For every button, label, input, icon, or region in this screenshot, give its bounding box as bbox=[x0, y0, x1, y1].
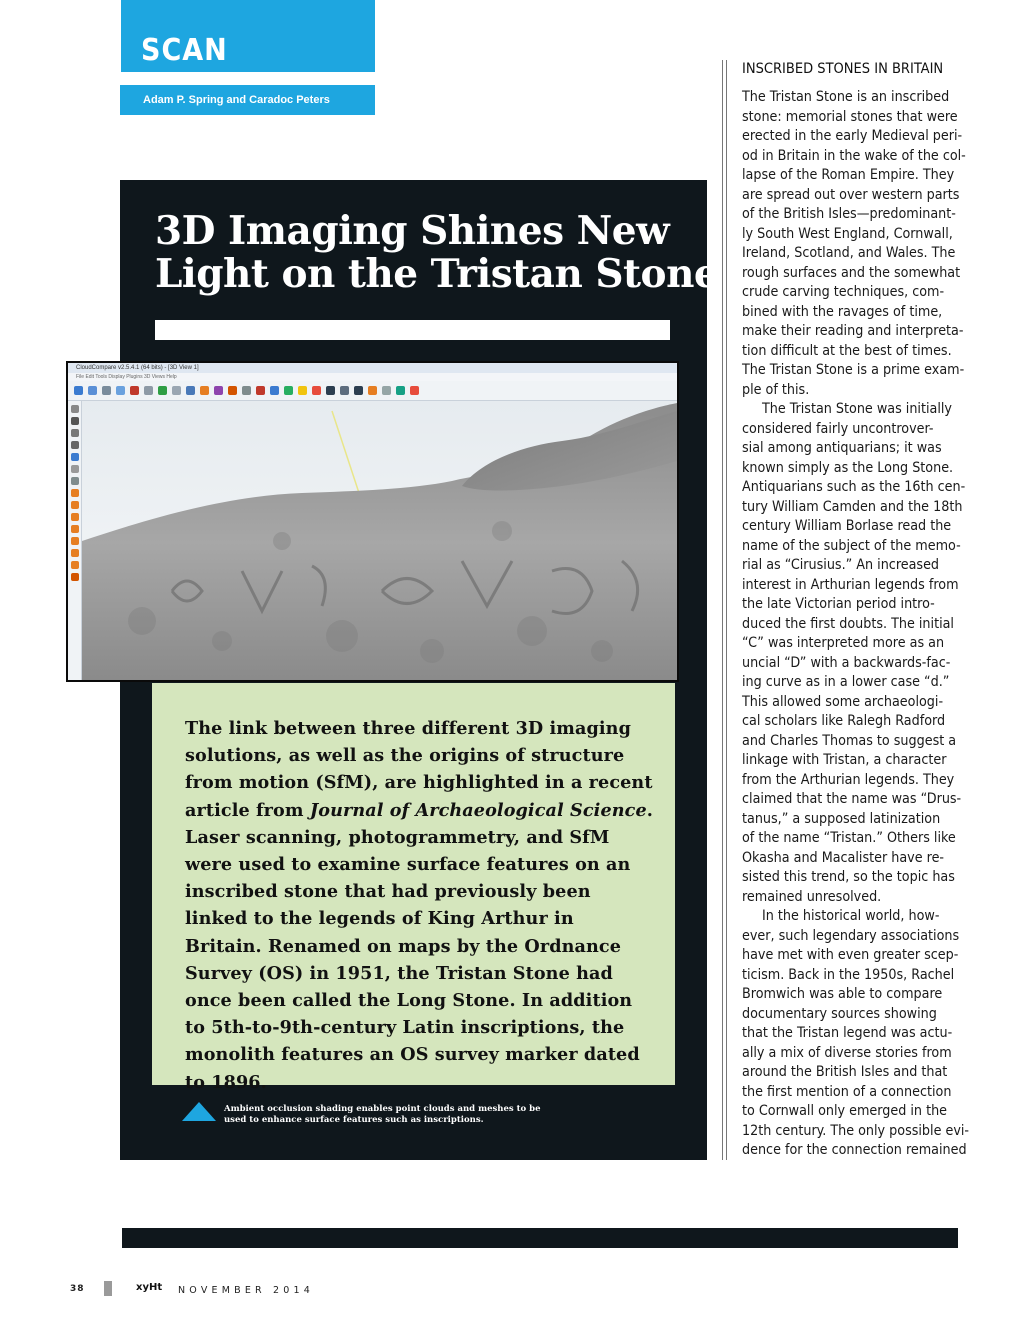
caption-line-1: Ambient occlusion shading enables point clouds and meshes to be bbox=[224, 1104, 541, 1114]
side-tool-icon bbox=[71, 453, 79, 461]
toolbar-icon bbox=[382, 386, 391, 395]
sidebar-line: uncial “D” with a backwards-fac- bbox=[742, 654, 951, 671]
sidebar-line: The Tristan Stone is an inscribed bbox=[742, 89, 950, 105]
sidebar-line: Antiquarians such as the 16th cen- bbox=[742, 479, 966, 495]
byline-bar bbox=[120, 85, 375, 115]
column-divider bbox=[726, 60, 727, 1160]
screenshot-side-toolbar bbox=[68, 401, 82, 681]
side-tool-icon bbox=[71, 429, 79, 437]
sidebar-line: the first mention of a connection bbox=[742, 1083, 952, 1100]
column-divider bbox=[722, 60, 723, 1160]
toolbar-icon bbox=[158, 386, 167, 395]
figure-caption bbox=[224, 1104, 564, 1126]
screenshot-title: CloudCompare v2.5.4.1 (64 bits) - [3D View 1] bbox=[76, 365, 199, 371]
sidebar-line: around the British Isles and that bbox=[742, 1064, 948, 1080]
abstract-text bbox=[185, 715, 655, 1096]
sidebar-line: tanus,” a supposed latinization bbox=[742, 810, 941, 827]
sidebar-line: make their reading and interpreta- bbox=[742, 323, 964, 339]
side-tool-icon bbox=[71, 477, 79, 485]
sidebar-line: od in Britain in the wake of the col- bbox=[742, 147, 966, 164]
sidebar-line: considered fairly uncontrover- bbox=[742, 420, 934, 437]
side-tool-icon bbox=[71, 501, 79, 509]
toolbar-icon bbox=[242, 386, 251, 395]
sidebar-line: tion difficult at the best of times. bbox=[742, 342, 952, 359]
sidebar-line: known simply as the Long Stone. bbox=[742, 459, 954, 476]
sidebar-line: ally a mix of diverse stories from bbox=[742, 1044, 952, 1061]
sidebar-line: erected in the early Medieval peri- bbox=[742, 128, 963, 144]
toolbar-icon bbox=[228, 386, 237, 395]
abstract-part-2: . Laser scanning, photogrammetry, and SfM were used to examine surface features on an inscribed stone that had previously been linked to the legends of King Arthur in Britain. Renamed on maps by the Ordnance Survey (OS) in 1951, the Tristan Stone had once been called the Long Stone. In addition to 5th-to-9th-century Latin inscriptions, the monolith features an OS survey marker dated to 1896. bbox=[185, 799, 653, 1093]
sidebar-line: The Tristan Stone was initially bbox=[762, 401, 952, 417]
screenshot-menubar bbox=[68, 373, 677, 381]
sidebar-line: from the Arthurian legends. They bbox=[742, 771, 955, 788]
toolbar-icon bbox=[186, 386, 195, 395]
side-tool-icon bbox=[71, 525, 79, 533]
sidebar-line: name of the subject of the memo- bbox=[742, 537, 961, 554]
sidebar-line: of the name “Tristan.” Others like bbox=[742, 830, 956, 846]
cloudcompare-screenshot bbox=[66, 361, 679, 682]
headline-line-2: Light on the Tristan Stone bbox=[155, 251, 719, 297]
sidebar-line: documentary sources showing bbox=[742, 1005, 937, 1022]
journal-title: Journal of Archaeological Science bbox=[309, 799, 647, 821]
toolbar-icon bbox=[88, 386, 97, 395]
side-tool-icon bbox=[71, 465, 79, 473]
headline-rule bbox=[155, 320, 670, 340]
sidebar-line: to Cornwall only emerged in the bbox=[742, 1103, 948, 1119]
sidebar-line: century William Borlase read the bbox=[742, 518, 952, 534]
sidebar-line: In the historical world, how- bbox=[762, 908, 940, 924]
footer-bar bbox=[122, 1228, 958, 1248]
sidebar-line: and Charles Thomas to suggest a bbox=[742, 732, 957, 749]
toolbar-icon bbox=[270, 386, 279, 395]
sidebar-line: rough surfaces and the somewhat bbox=[742, 264, 961, 281]
footer-divider-block bbox=[104, 1281, 112, 1296]
sidebar-line: stone: memorial stones that were bbox=[742, 108, 958, 125]
screenshot-menu: File Edit Tools Display Plugins 3D Views Help bbox=[76, 374, 177, 380]
abstract-box bbox=[152, 683, 675, 1093]
caption-triangle-icon bbox=[182, 1102, 216, 1121]
toolbar-icon bbox=[256, 386, 265, 395]
toolbar-icon bbox=[354, 386, 363, 395]
sidebar-line: are spread out over western parts bbox=[742, 186, 960, 203]
sidebar-line: of the British Isles—predominant- bbox=[742, 206, 956, 222]
sidebar-line: tury William Camden and the 18th bbox=[742, 498, 963, 515]
section-tab bbox=[121, 0, 375, 72]
side-tool-icon bbox=[71, 489, 79, 497]
sidebar-line: ing curve as in a lower case “d.” bbox=[742, 674, 950, 690]
sidebar-line: ly South West England, Cornwall, bbox=[742, 225, 953, 242]
sidebar-line: ever, such legendary associations bbox=[742, 927, 960, 944]
side-tool-icon bbox=[71, 549, 79, 557]
toolbar-icon bbox=[74, 386, 83, 395]
toolbar-icon bbox=[326, 386, 335, 395]
side-tool-icon bbox=[71, 573, 79, 581]
byline: Adam P. Spring and Caradoc Peters bbox=[143, 94, 330, 106]
section-label: SCAN bbox=[141, 33, 228, 68]
sidebar-line: bined with the ravages of time, bbox=[742, 303, 943, 320]
magazine-name: xyHt bbox=[136, 1282, 163, 1293]
toolbar-icon bbox=[284, 386, 293, 395]
sidebar-line: the late Victorian period intro- bbox=[742, 596, 935, 612]
headline bbox=[155, 208, 719, 297]
sidebar-line: sial among antiquarians; it was bbox=[742, 440, 942, 456]
sidebar-line: lapse of the Roman Empire. They bbox=[742, 167, 955, 183]
headline-line-1: 3D Imaging Shines New bbox=[155, 208, 670, 254]
sidebar-line: Bromwich was able to compare bbox=[742, 986, 943, 1002]
side-tool-icon bbox=[71, 561, 79, 569]
screenshot-titlebar bbox=[68, 363, 677, 373]
sidebar-line: “C” was interpreted more as an bbox=[742, 635, 945, 651]
sidebar-body bbox=[742, 88, 970, 1161]
toolbar-icon bbox=[102, 386, 111, 395]
sidebar-line: Ireland, Scotland, and Wales. The bbox=[742, 245, 956, 261]
side-tool-icon bbox=[71, 405, 79, 413]
issue-date: NOVEMBER 2014 bbox=[178, 1285, 315, 1296]
sidebar-line: that the Tristan legend was actu- bbox=[742, 1025, 953, 1041]
toolbar-icon bbox=[312, 386, 321, 395]
toolbar-icon bbox=[200, 386, 209, 395]
toolbar-icon bbox=[214, 386, 223, 395]
toolbar-icon bbox=[410, 386, 419, 395]
sidebar-line: linkage with Tristan, a character bbox=[742, 752, 947, 768]
stone-3d-view bbox=[82, 401, 677, 682]
screenshot-toolbar bbox=[68, 381, 677, 401]
toolbar-icon bbox=[368, 386, 377, 395]
sidebar-line: remained unresolved. bbox=[742, 888, 882, 905]
page-number: 38 bbox=[70, 1284, 85, 1294]
sidebar-line: This allowed some archaeologi- bbox=[742, 693, 944, 710]
sidebar-line: have met with even greater scep- bbox=[742, 947, 959, 963]
sidebar-line: dence for the connection remained bbox=[742, 1142, 967, 1158]
sidebar-line: crude carving techniques, com- bbox=[742, 284, 945, 300]
toolbar-icon bbox=[172, 386, 181, 395]
sidebar-line: 12th century. The only possible evi- bbox=[742, 1122, 970, 1139]
toolbar-icon bbox=[130, 386, 139, 395]
sidebar-line: cal scholars like Ralegh Radford bbox=[742, 713, 946, 729]
side-tool-icon bbox=[71, 513, 79, 521]
toolbar-icon bbox=[298, 386, 307, 395]
sidebar-line: rial as “Cirusius.” An increased bbox=[742, 557, 940, 573]
sidebar-line: duced the first doubts. The initial bbox=[742, 615, 954, 632]
side-tool-icon bbox=[71, 441, 79, 449]
side-tool-icon bbox=[71, 537, 79, 545]
sidebar-heading: INSCRIBED STONES IN BRITAIN bbox=[742, 61, 944, 77]
sidebar-line: interest in Arthurian legends from bbox=[742, 576, 959, 593]
toolbar-icon bbox=[340, 386, 349, 395]
toolbar-icon bbox=[116, 386, 125, 395]
abstract-part-1: The link between three different 3D imaging solutions, as well as the origins of structure from motion (SfM), are highlighted in a recent article from bbox=[185, 718, 653, 821]
sidebar-line: Okasha and Macalister have re- bbox=[742, 849, 945, 866]
side-tool-icon bbox=[71, 417, 79, 425]
caption-line-2: used to enhance surface features such as inscriptions. bbox=[224, 1115, 484, 1125]
toolbar-icon bbox=[396, 386, 405, 395]
sidebar-line: ticism. Back in the 1950s, Rachel bbox=[742, 966, 955, 983]
sidebar-line: sisted this trend, so the topic has bbox=[742, 869, 955, 885]
sidebar-line: The Tristan Stone is a prime exam- bbox=[742, 362, 965, 378]
sidebar-line: ple of this. bbox=[742, 381, 810, 398]
toolbar-icon bbox=[144, 386, 153, 395]
sidebar-line: claimed that the name was “Drus- bbox=[742, 791, 962, 807]
